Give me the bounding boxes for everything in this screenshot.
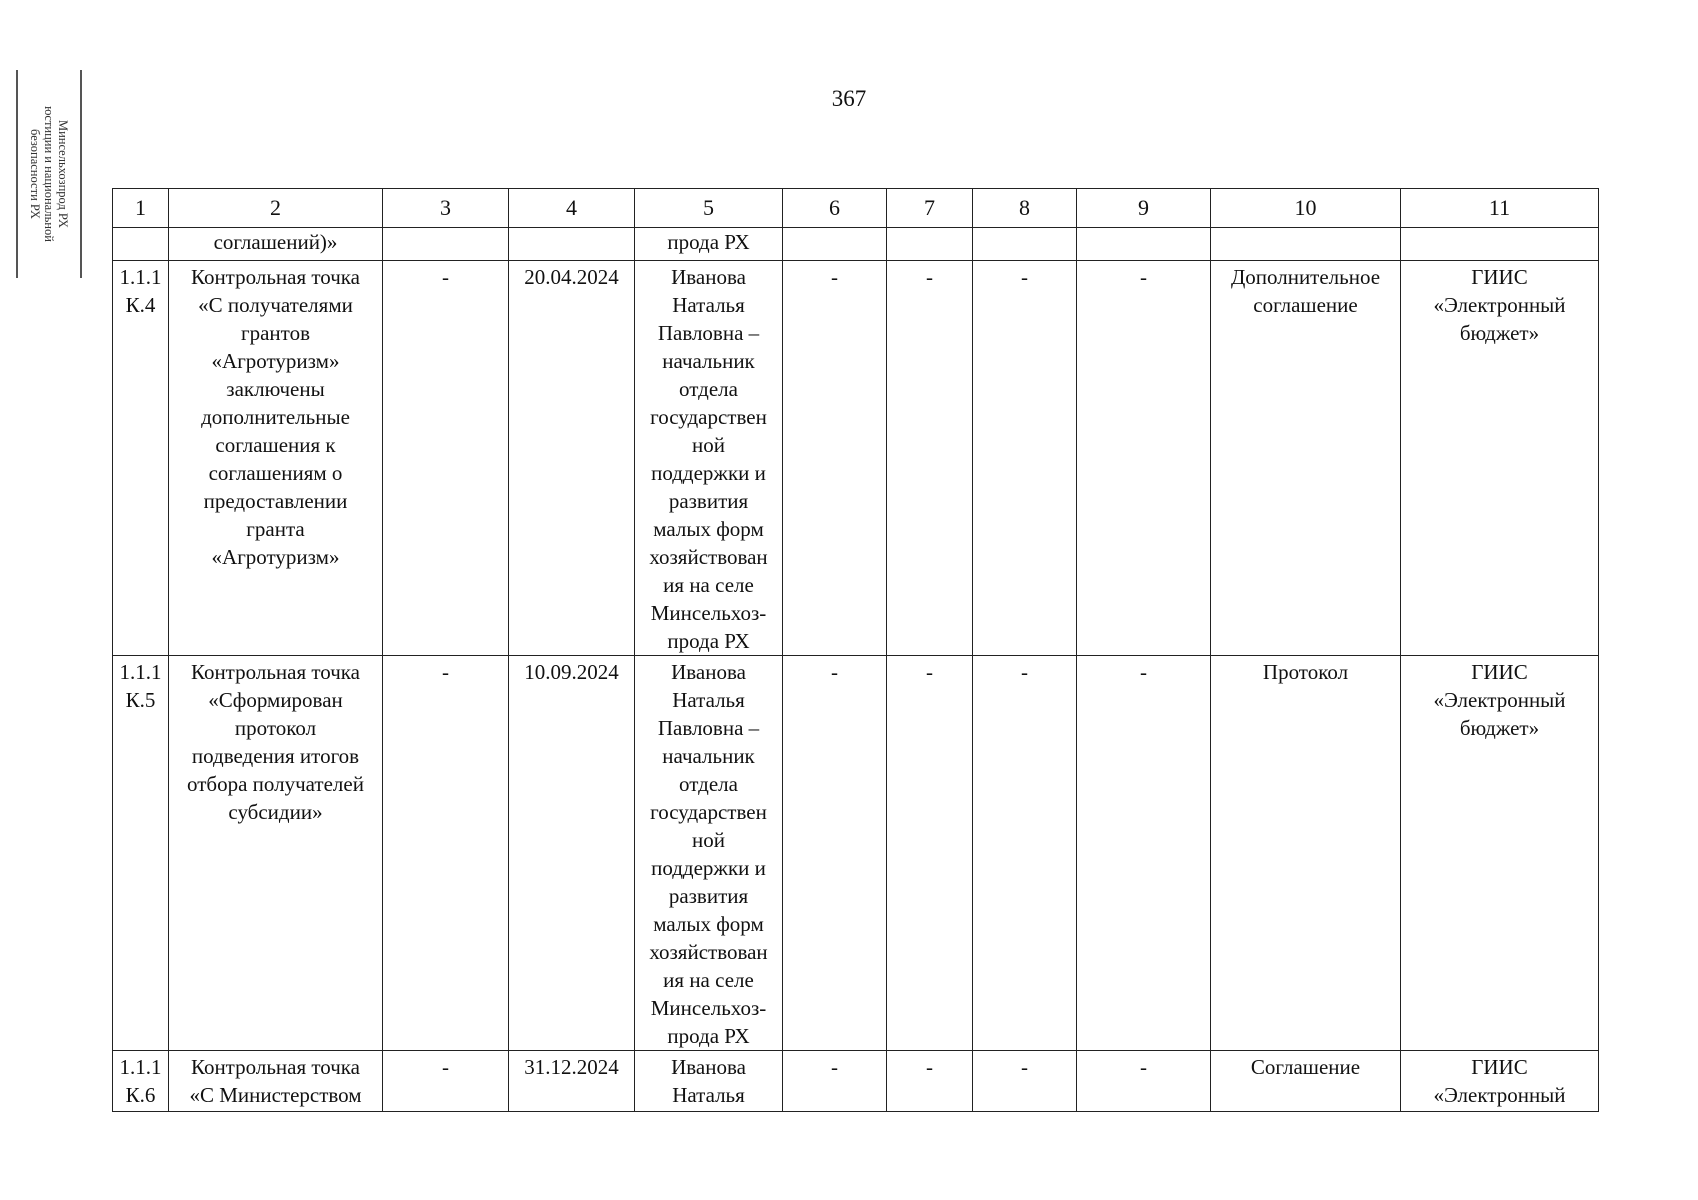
column-header: 1 xyxy=(113,189,169,228)
table-row xyxy=(113,1051,1599,1112)
table-row xyxy=(113,261,1599,656)
column-header: 7 xyxy=(887,189,973,228)
information-system: ГИИС «Электронный xyxy=(1401,1051,1599,1112)
table-cell xyxy=(887,228,973,261)
table-cell: - xyxy=(887,656,973,1051)
document-type: Соглашение xyxy=(1211,1051,1401,1112)
row-number: 1.1.1 К.5 xyxy=(113,656,169,1051)
table-cell: - xyxy=(783,1051,887,1112)
table-cell xyxy=(783,228,887,261)
table-cell: - xyxy=(1077,261,1211,656)
table-cell: прода РХ xyxy=(635,228,783,261)
table-cell: - xyxy=(973,261,1077,656)
column-header: 6 xyxy=(783,189,887,228)
stamp-text xyxy=(28,72,70,276)
column-header: 2 xyxy=(169,189,383,228)
table-cell: - xyxy=(973,656,1077,1051)
table-cell xyxy=(1401,228,1599,261)
table-row xyxy=(113,656,1599,1051)
table-cell: - xyxy=(1077,1051,1211,1112)
document-type: Дополнительное соглашение xyxy=(1211,261,1401,656)
table-cell: - xyxy=(783,656,887,1051)
stamp-line: юстиции и национальной xyxy=(42,106,56,242)
table-cell xyxy=(383,228,509,261)
responsible-person: Иванова Наталья Павловна – начальник отдела государствен ной поддержки и развития малых форм хозяйствован ия на селе Минсельхоз- прода РХ xyxy=(635,261,783,656)
stamp-line: Минсельхозпрод РХ xyxy=(56,119,70,229)
table-cell: - xyxy=(973,1051,1077,1112)
registration-stamp xyxy=(16,70,82,278)
table-cell xyxy=(1077,228,1211,261)
column-header: 5 xyxy=(635,189,783,228)
table-cell: соглашений)» xyxy=(169,228,383,261)
column-header: 11 xyxy=(1401,189,1599,228)
table-cell: - xyxy=(383,656,509,1051)
due-date: 20.04.2024 xyxy=(509,261,635,656)
control-point-name: Контрольная точка «С Министерством xyxy=(169,1051,383,1112)
table-cell: - xyxy=(783,261,887,656)
row-number: 1.1.1 К.4 xyxy=(113,261,169,656)
table-cell: - xyxy=(1077,656,1211,1051)
control-point-name: Контрольная точка «С получателями грантов «Агротуризм» заключены дополнительные соглашения к соглашениям о предоставлении гранта «Агротуризм» xyxy=(169,261,383,656)
continuation-row xyxy=(113,228,1599,261)
table-cell: - xyxy=(383,261,509,656)
page-number: 367 xyxy=(831,86,867,111)
row-number: 1.1.1 К.6 xyxy=(113,1051,169,1112)
table-cell xyxy=(1211,228,1401,261)
column-header: 8 xyxy=(973,189,1077,228)
responsible-person: Иванова Наталья xyxy=(635,1051,783,1112)
column-header: 4 xyxy=(509,189,635,228)
column-header: 10 xyxy=(1211,189,1401,228)
control-point-name: Контрольная точка «Сформирован протокол подведения итогов отбора получателей субсидии» xyxy=(169,656,383,1051)
due-date: 10.09.2024 xyxy=(509,656,635,1051)
responsible-person: Иванова Наталья Павловна – начальник отдела государствен ной поддержки и развития малых форм хозяйствован ия на селе Минсельхоз- прода РХ xyxy=(635,656,783,1051)
table-header-row xyxy=(113,189,1599,228)
control-points-table xyxy=(112,188,1599,1112)
table-cell xyxy=(113,228,169,261)
column-header: 9 xyxy=(1077,189,1211,228)
information-system: ГИИС «Электронный бюджет» xyxy=(1401,656,1599,1051)
document-type: Протокол xyxy=(1211,656,1401,1051)
stamp-line: безопасности РХ xyxy=(28,129,42,219)
table-cell: - xyxy=(887,1051,973,1112)
table-cell: - xyxy=(887,261,973,656)
table-cell: - xyxy=(383,1051,509,1112)
due-date: 31.12.2024 xyxy=(509,1051,635,1112)
information-system: ГИИС «Электронный бюджет» xyxy=(1401,261,1599,656)
table-cell xyxy=(509,228,635,261)
table-cell xyxy=(973,228,1077,261)
column-header: 3 xyxy=(383,189,509,228)
